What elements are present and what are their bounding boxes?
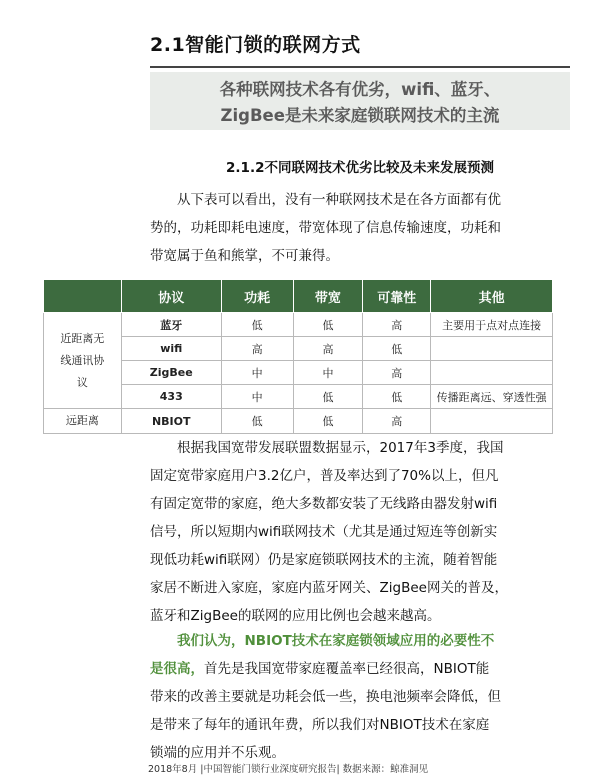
header-other: 其他 (431, 280, 553, 313)
paragraph-line: 信号，所以短期内wifi联网技术（尤其是通过短连等创新实 (150, 524, 498, 540)
cell-reliability: 高 (363, 313, 431, 337)
cell-other (431, 409, 553, 434)
cell-other (431, 337, 553, 361)
cell-power: 高 (221, 337, 293, 361)
group-near-line: 议 (76, 375, 88, 389)
protocol-comparison-table (43, 279, 553, 434)
cell-other (431, 361, 553, 385)
table-row (44, 409, 553, 434)
paragraph-line: 现低功耗wifi联网）仍是家庭锁联网技术的主流，随着智能 (150, 552, 498, 568)
cell-protocol: 433 (121, 385, 221, 409)
cell-protocol: ZigBee (121, 361, 221, 385)
cell-reliability: 高 (363, 361, 431, 385)
cell-reliability: 低 (363, 337, 431, 361)
section-title: 2.1智能门锁的联网方式 (150, 34, 361, 56)
header-protocol: 协议 (121, 280, 221, 313)
summary-banner-text (150, 77, 570, 129)
cell-bandwidth: 高 (293, 337, 363, 361)
group-near-line: 线通讯协 (60, 353, 105, 367)
paragraph-line: 带来的改善主要就是功耗会低一些，换电池频率会降低，但 (150, 689, 501, 705)
highlight-text: 是很高， (150, 661, 204, 677)
paragraph-line: 家居不断进入家庭，家庭内蓝牙网关、ZigBee网关的普及， (150, 580, 508, 596)
cell-power: 低 (221, 313, 293, 337)
group-near-line: 近距离无 (60, 331, 105, 345)
header-blank (44, 280, 122, 313)
header-power: 功耗 (221, 280, 293, 313)
cell-power: 低 (221, 409, 293, 434)
cell-other: 主要用于点对点连接 (431, 313, 553, 337)
table-header-row (44, 280, 553, 313)
broadband-paragraph (150, 434, 570, 630)
cell-protocol: NBIOT (121, 409, 221, 434)
intro-line: 从下表可以看出，没有一种联网技术是在各方面都有优 (177, 192, 501, 208)
cell-bandwidth: 中 (293, 361, 363, 385)
cell-power: 中 (221, 385, 293, 409)
paragraph-line: 锁端的应用并不乐观。 (150, 745, 285, 761)
paragraph-line: 蓝牙和ZigBee的联网的应用比例也会越来越高。 (150, 608, 441, 624)
banner-line-2: ZigBee是未来家庭锁联网技术的主流 (220, 106, 500, 125)
conclusion-paragraph (150, 627, 570, 767)
cell-bandwidth: 低 (293, 409, 363, 434)
cell-protocol: wifi (121, 337, 221, 361)
cell-other: 传播距离远、穿透性强 (431, 385, 553, 409)
subsection-title: 2.1.2不同联网技术优劣比较及未来发展预测 (226, 160, 494, 176)
highlight-text: 我们认为，NBIOT技术在家庭锁领域应用的必要性不 (177, 633, 495, 649)
group-far-range: 远距离 (44, 409, 122, 434)
title-divider (150, 66, 570, 68)
intro-line: 带宽属于鱼和熊掌，不可兼得。 (150, 248, 339, 264)
paragraph-line: 是带来了每年的通讯年费，所以我们对NBIOT技术在家庭 (150, 717, 490, 733)
group-near-range (44, 313, 122, 409)
cell-power: 中 (221, 361, 293, 385)
page-footer: 2018年8月 |中国智能门锁行业深度研究报告| 数据来源：鲸准洞见 (148, 764, 429, 775)
paragraph-line: 固定宽带家庭用户3.2亿户，普及率达到了70%以上，但凡 (150, 468, 499, 484)
header-reliability: 可靠性 (363, 280, 431, 313)
intro-paragraph (150, 186, 570, 270)
cell-protocol: 蓝牙 (121, 313, 221, 337)
header-bandwidth: 带宽 (293, 280, 363, 313)
paragraph-line (150, 627, 570, 655)
cell-reliability: 低 (363, 385, 431, 409)
cell-bandwidth: 低 (293, 385, 363, 409)
body-text: 首先是我国宽带家庭覆盖率已经很高，NBIOT能 (204, 661, 490, 677)
table-row (44, 313, 553, 337)
paragraph-line: 有固定宽带的家庭，绝大多数都安装了无线路由器发射wifi (150, 496, 498, 512)
cell-reliability: 高 (363, 409, 431, 434)
cell-bandwidth: 低 (293, 313, 363, 337)
banner-line-1: 各种联网技术各有优劣，wifi、蓝牙、 (219, 80, 501, 99)
paragraph-line (150, 655, 570, 683)
intro-line: 势的，功耗即耗电速度，带宽体现了信息传输速度，功耗和 (150, 220, 501, 236)
paragraph-line: 根据我国宽带发展联盟数据显示，2017年3季度，我国 (177, 440, 504, 456)
